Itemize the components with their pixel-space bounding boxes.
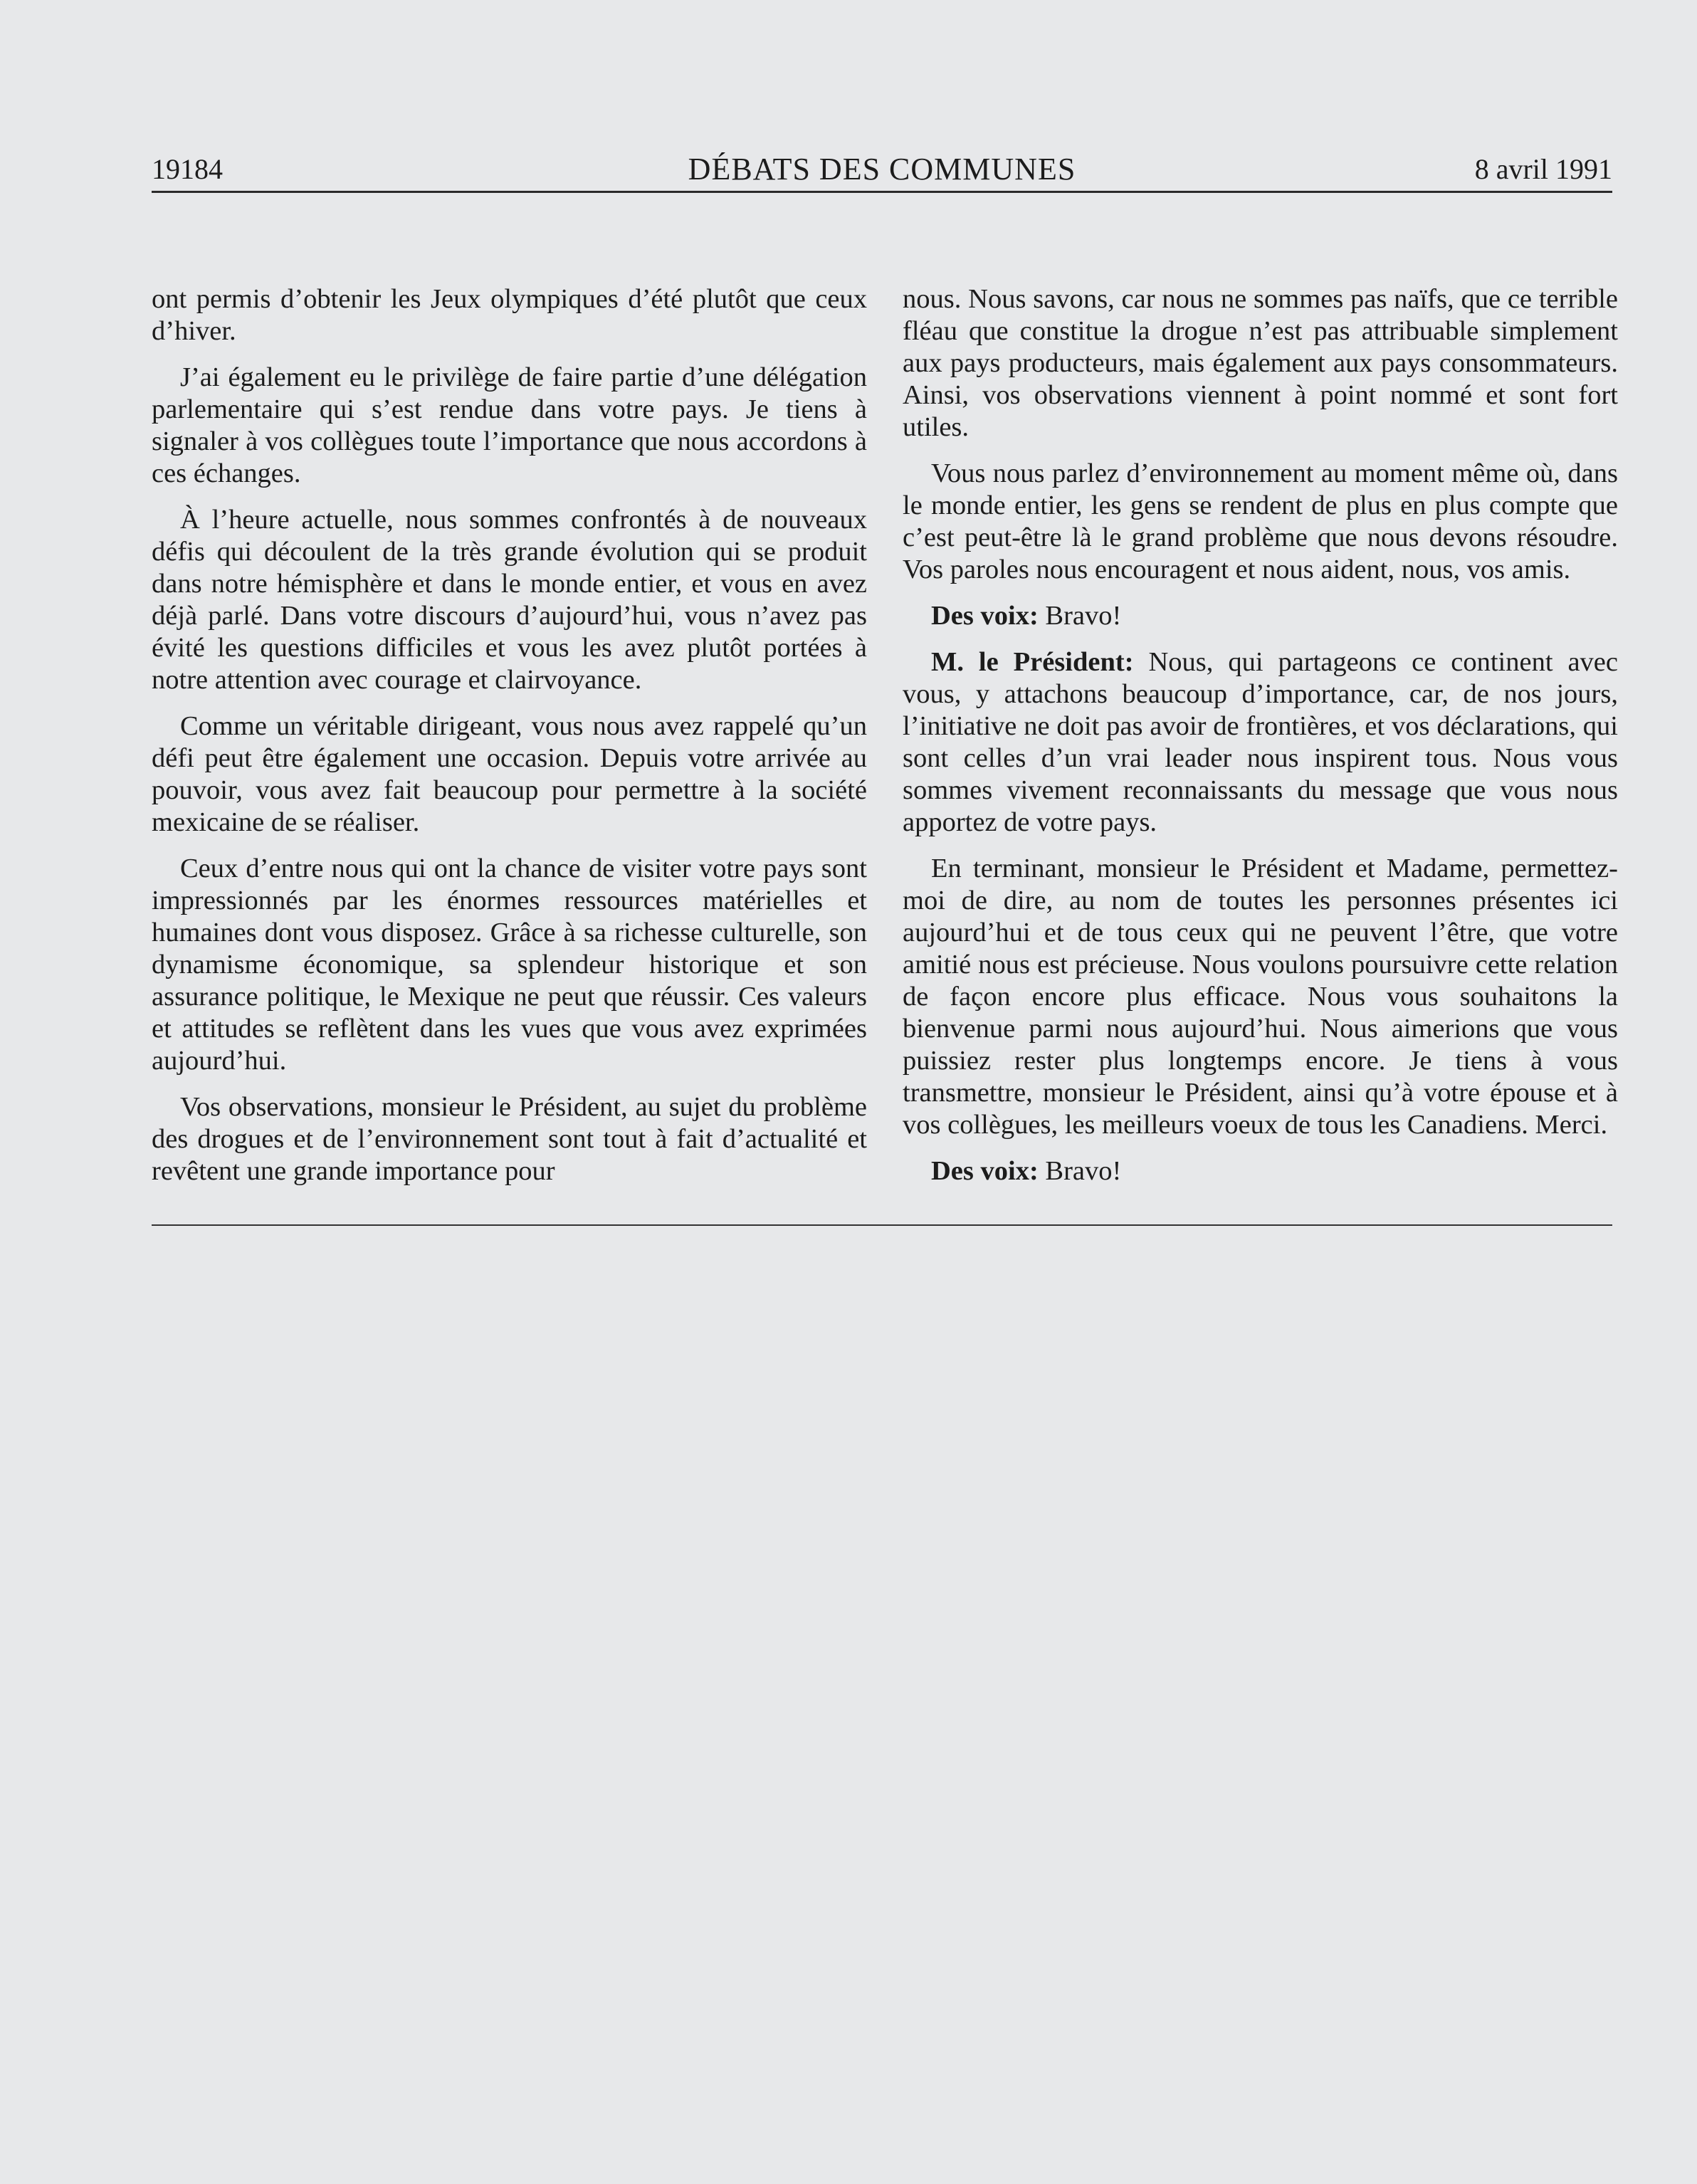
footer-rule [152,1224,1612,1226]
page-header [152,148,1612,191]
speaker-label: Des voix: [931,601,1039,631]
right-column [903,283,1618,1202]
interjection [903,1155,1618,1187]
left-column [152,283,867,1202]
paragraph: Ceux d’entre nous qui ont la chance de visiter votre pays sont impressionnés par les énormes ressources matérielles et humaines dont vous disposez. Grâce à sa richesse culturelle, son dynamisme économique, sa splendeur historique et son assurance politique, le Mexique ne peut que réussir. Ces valeurs et attitudes se reflètent dans les vues que vous avez exprimées aujourd’hui. [152,854,867,1076]
paragraph: Vos observations, monsieur le Président, au sujet du problème des drogues et de l’environnement sont tout à fait d’actualité et revêtent une grande importance pour [152,1092,867,1186]
interjection-text: Bravo! [1038,601,1122,631]
paragraph: J’ai également eu le privilège de faire partie d’une délégation parlementaire qui s’est rendue dans votre pays. Je tiens à signaler à vos collègues toute l’importance que nous accordons à ces échanges. [152,362,867,488]
speaker-label: Des voix: [931,1156,1039,1186]
header-date: 8 avril 1991 [1474,153,1612,185]
paragraph: Comme un véritable dirigeant, vous nous avez rappelé qu’un défi peut être également une occasion. Depuis votre arrivée au pouvoir, vous avez fait beaucoup pour permettre à la société mexicaine de se réaliser. [152,711,867,837]
paragraph: À l’heure actuelle, nous sommes confrontés à de nouveaux défis qui découlent de la très grande évolution qui se produit dans notre hémisphère et dans le monde entier, et vous en avez déjà parlé. Dans votre discours d’aujourd’hui, vous n’avez pas évité les questions difficiles et vous les avez plutôt portées à notre attention avec courage et clairvoyance. [152,505,867,695]
paragraph: ont permis d’obtenir les Jeux olympiques d’été plutôt que ceux d’hiver. [152,284,867,346]
page-number: 19184 [152,153,223,185]
interjection-text: Bravo! [1038,1156,1122,1186]
header-rule [152,191,1612,193]
speaker-label: M. le Président: [931,647,1134,677]
interjection [903,600,1618,632]
speech-paragraph [903,646,1618,839]
running-title: DÉBATS DES COMMUNES [688,152,1076,187]
paragraph: nous. Nous savons, car nous ne sommes pas naïfs, que ce terrible fléau que constitue la drogue n’est pas attribuable simplement aux pays producteurs, mais également aux pays consommateurs. Ainsi, vos observations viennent à point nommé et sont fort utiles. [903,284,1618,442]
paragraph: Vous nous parlez d’environnement au moment même où, dans le monde entier, les gens se rendent de plus en plus compte que c’est peut-être là le grand problème que nous devons résoudre. Vos paroles nous encouragent et nous aident, nous, vos amis. [903,458,1618,584]
paragraph: En terminant, monsieur le Président et Madame, permettez-moi de dire, au nom de toutes les personnes présentes ici aujourd’hui et de tous ceux qui ne peuvent l’être, que votre amitié nous est précieuse. Nous voulons poursuivre cette relation de façon encore plus efficace. Nous vous souhaitons la bienvenue parmi nous aujourd’hui. Nous aimerions que vous puissiez rester plus longtemps encore. Je tiens à vous transmettre, monsieur le Président, ainsi qu’à votre épouse et à vos collègues, les meilleurs voeux de tous les Canadiens. Merci. [903,854,1618,1140]
speech-text: Nous, qui partageons ce continent avec vous, y attachons beaucoup d’importance, car, de nos jours, l’initiative ne doit pas avoir de frontières, et vos déclarations, qui sont celles d’un vrai leader nous inspirent tous. Nous vous sommes vivement reconnaissants du message que vous nous apportez de votre pays. [903,647,1618,837]
